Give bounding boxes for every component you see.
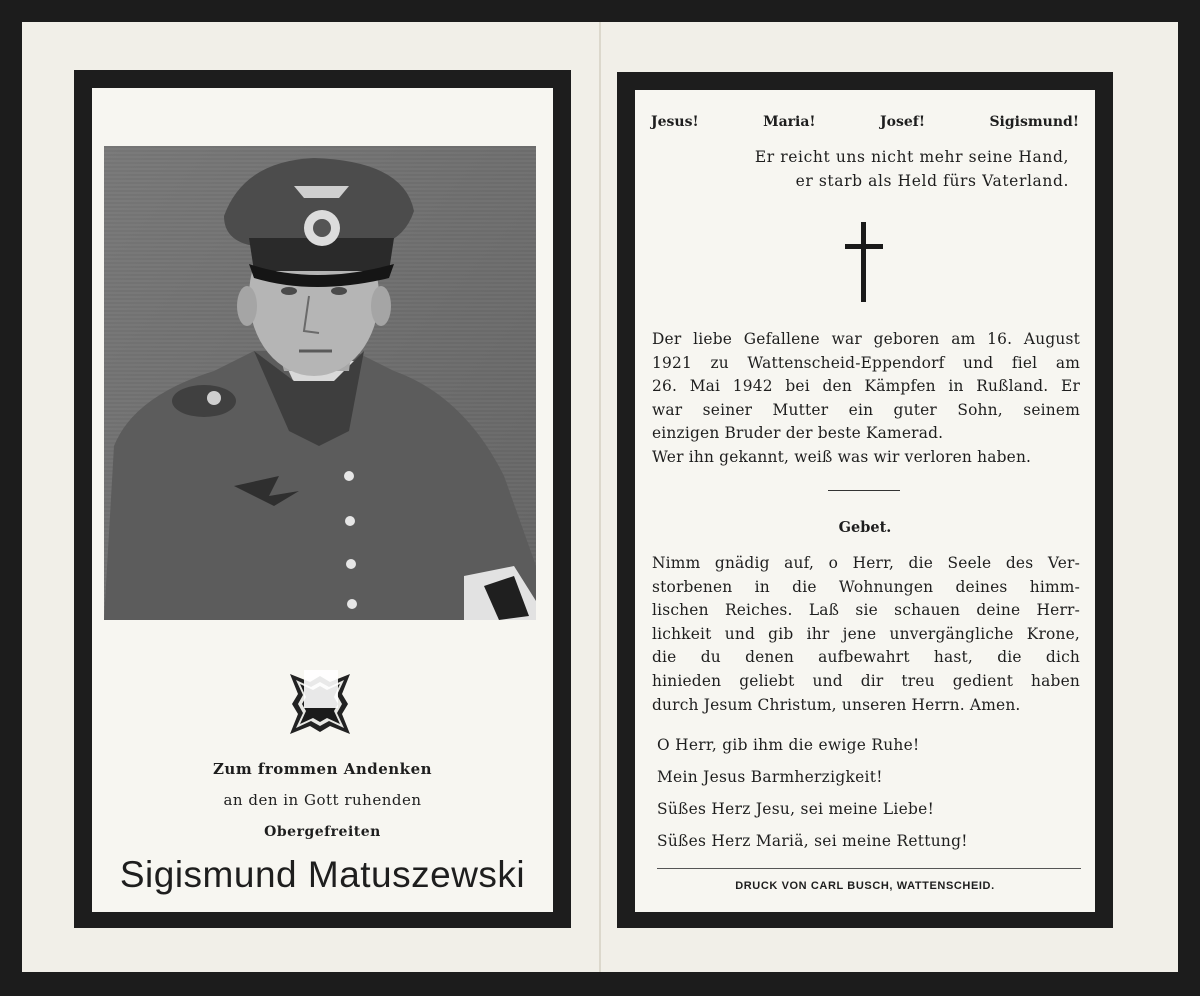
prayer-line: lischen Reiches. Laß sie schauen deine Herr- (652, 601, 1080, 620)
verse-line: Er reicht uns nicht mehr seine Hand, (754, 148, 1069, 166)
verse-line: er starb als Held fürs Vaterland. (795, 172, 1069, 190)
prayer-line: durch Jesum Christum, unseren Herrn. Amen. (652, 695, 1021, 714)
biography-line: war seiner Mutter ein guter Sohn, seinem (652, 400, 1080, 419)
footer-rule (657, 868, 1081, 869)
prayer-line: storbenen in die Wohnungen deines himm- (652, 577, 1080, 596)
left-panel-inner (92, 88, 553, 912)
right-panel-inner (635, 90, 1095, 912)
prayer-title: Gebet. (838, 519, 892, 536)
invocation-name: Josef! (880, 114, 925, 130)
latin-cross-icon (845, 222, 883, 302)
rank-label: Obergefreiten (264, 824, 381, 840)
portrait-image (104, 146, 536, 620)
closing-line: Mein Jesus Barmherzigkeit! (657, 768, 883, 786)
biography-line: 1921 zu Wattenscheid-Eppendorf und fiel am (652, 353, 1080, 372)
invocation-name: Sigismund! (989, 114, 1079, 130)
prayer-line: die du denen aufbewahrt hast, die dich (652, 648, 1080, 667)
biography-line: Der liebe Gefallene war geboren am 16. August (652, 330, 1080, 348)
prayer-line: Nimm gnädig auf, o Herr, die Seele des Ver- (652, 554, 1080, 572)
invocation-names (651, 114, 1079, 130)
prayer-text (652, 552, 1080, 717)
dedication-line-1: Zum frommen Andenken (212, 760, 433, 778)
invocation-name: Maria! (763, 114, 816, 130)
printer-credit: DRUCK VON CARL BUSCH, WATTENSCHEID. (735, 880, 995, 892)
closing-line: Süßes Herz Jesu, sei meine Liebe! (657, 800, 935, 818)
dedication-line-2: an den in Gott ruhenden (223, 791, 422, 809)
deceased-name: Sigismund Matuszewski (119, 854, 526, 895)
closing-line: O Herr, gib ihm die ewige Ruhe! (657, 736, 920, 754)
soldier-portrait-photo (104, 146, 536, 620)
closing-line: Süßes Herz Mariä, sei meine Rettung! (657, 832, 968, 850)
prayer-line: lichkeit und gib ihr jene unvergängliche Krone, (652, 624, 1080, 643)
prayer-line: hinieden geliebt und dir treu gedient haben (652, 671, 1080, 690)
section-divider (828, 490, 900, 491)
biography-line: Wer ihn gekannt, weiß was wir verloren haben. (652, 447, 1032, 466)
left-panel (74, 70, 571, 928)
card-fold (599, 22, 601, 972)
biography-line: 26. Mai 1942 bei den Kämpfen in Rußland. Er (652, 377, 1080, 396)
iron-cross-icon (286, 670, 354, 738)
biography-text (652, 328, 1080, 470)
invocation-name: Jesus! (651, 114, 699, 130)
biography-line: einzigen Bruder der beste Kamerad. (652, 424, 944, 443)
right-panel (617, 72, 1113, 928)
